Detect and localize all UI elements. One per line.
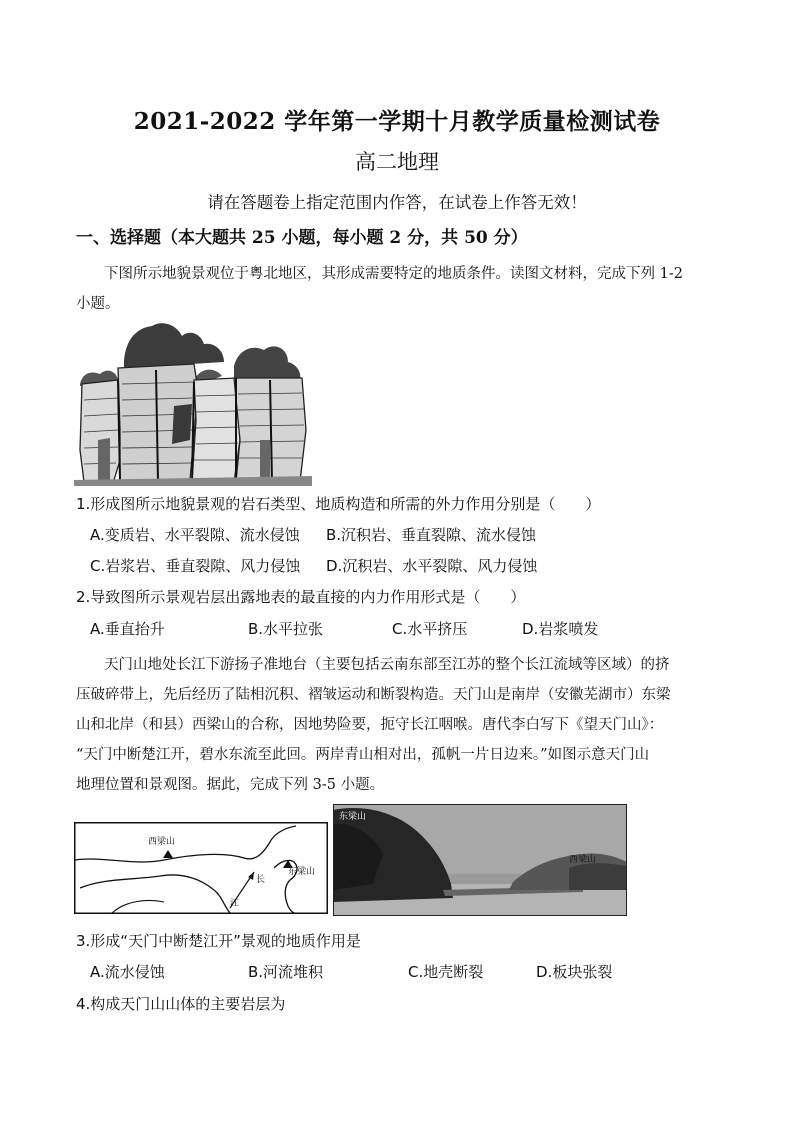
question-2-option-d[interactable]: D.岩浆喷发 xyxy=(522,620,599,638)
map-label-river-char-1: 长 xyxy=(256,875,266,885)
passage2-line1: 天门山地处长江下游扬子准地台（主要包括云南东部至江苏的整个长江流域等区域）的挤 xyxy=(104,657,670,673)
passage2-line4: “天门中断楚江开，碧水东流至此回。两岸青山相对出，孤帆一片日边来。”如图示意天门山 xyxy=(76,747,650,763)
question-3-option-b[interactable]: B.河流堆积 xyxy=(248,963,324,981)
question-3-option-a[interactable]: A.流水侵蚀 xyxy=(90,963,165,981)
question-3-option-c[interactable]: C.地壳断裂 xyxy=(408,963,484,981)
map-label-east-mountain: 东梁山 xyxy=(288,867,316,877)
passage1-line2: 小题。 xyxy=(76,296,120,312)
map-label-west-mountain: 西梁山 xyxy=(148,837,176,847)
question-4-stem: 4.构成天门山山体的主要岩层为 xyxy=(76,995,286,1013)
passage2-line3: 山和北岸（和县）西梁山的合称，因地势险要，扼守长江咽喉。唐代李白写下《望天门山》： xyxy=(76,717,664,733)
question-3-option-d[interactable]: D.板块张裂 xyxy=(536,963,613,981)
photo-label-east-mountain: 东梁山 xyxy=(339,812,367,822)
section-heading: 一、选择题（本大题共 25 小题，每小题 2 分，共 50 分） xyxy=(76,228,528,248)
passage1-line1: 下图所示地貌景观位于粤北地区，其形成需要特定的地质条件。读图文材料，完成下列 1-2 xyxy=(104,266,683,282)
landform-sketch-image xyxy=(74,320,312,486)
exam-title: 2021-2022 学年第一学期十月教学质量检测试卷 xyxy=(133,108,661,135)
passage2-line5: 地理位置和景观图。据此，完成下列 3-5 小题。 xyxy=(76,777,385,793)
photo-label-west-mountain: 西梁山 xyxy=(569,855,597,865)
map-label-river-char-2: 江 xyxy=(230,899,240,909)
question-2-option-a[interactable]: A.垂直抬升 xyxy=(90,620,165,638)
tianmen-location-map xyxy=(74,822,328,914)
question-2-stem: 2.导致图所示景观岩层出露地表的最直接的内力作用形式是（ ） xyxy=(76,588,526,606)
question-1-option-c[interactable]: C.岩浆岩、垂直裂隙、风力侵蚀 xyxy=(90,557,301,575)
question-1-option-b[interactable]: B.沉积岩、垂直裂隙、流水侵蚀 xyxy=(326,526,537,544)
exam-notice: 请在答题卷上指定范围内作答，在试卷上作答无效！ xyxy=(207,193,587,212)
question-2-option-c[interactable]: C.水平挤压 xyxy=(392,620,468,638)
passage2-line2: 压破碎带上，先后经历了陆相沉积、褶皱运动和断裂构造。天门山是南岸（安徽芜湖市）东梁 xyxy=(76,687,671,703)
question-3-stem: 3.形成“天门中断楚江开”景观的地质作用是 xyxy=(76,932,361,950)
question-1-option-a[interactable]: A.变质岩、水平裂隙、流水侵蚀 xyxy=(90,526,300,544)
question-1-stem: 1.形成图所示地貌景观的岩石类型、地质构造和所需的外力作用分别是（ ） xyxy=(76,495,601,513)
tianmen-landscape-photo xyxy=(333,804,627,916)
question-2-option-b[interactable]: B.水平拉张 xyxy=(248,620,324,638)
exam-subject: 高二地理 xyxy=(355,150,439,174)
question-1-option-d[interactable]: D.沉积岩、水平裂隙、风力侵蚀 xyxy=(326,557,538,575)
